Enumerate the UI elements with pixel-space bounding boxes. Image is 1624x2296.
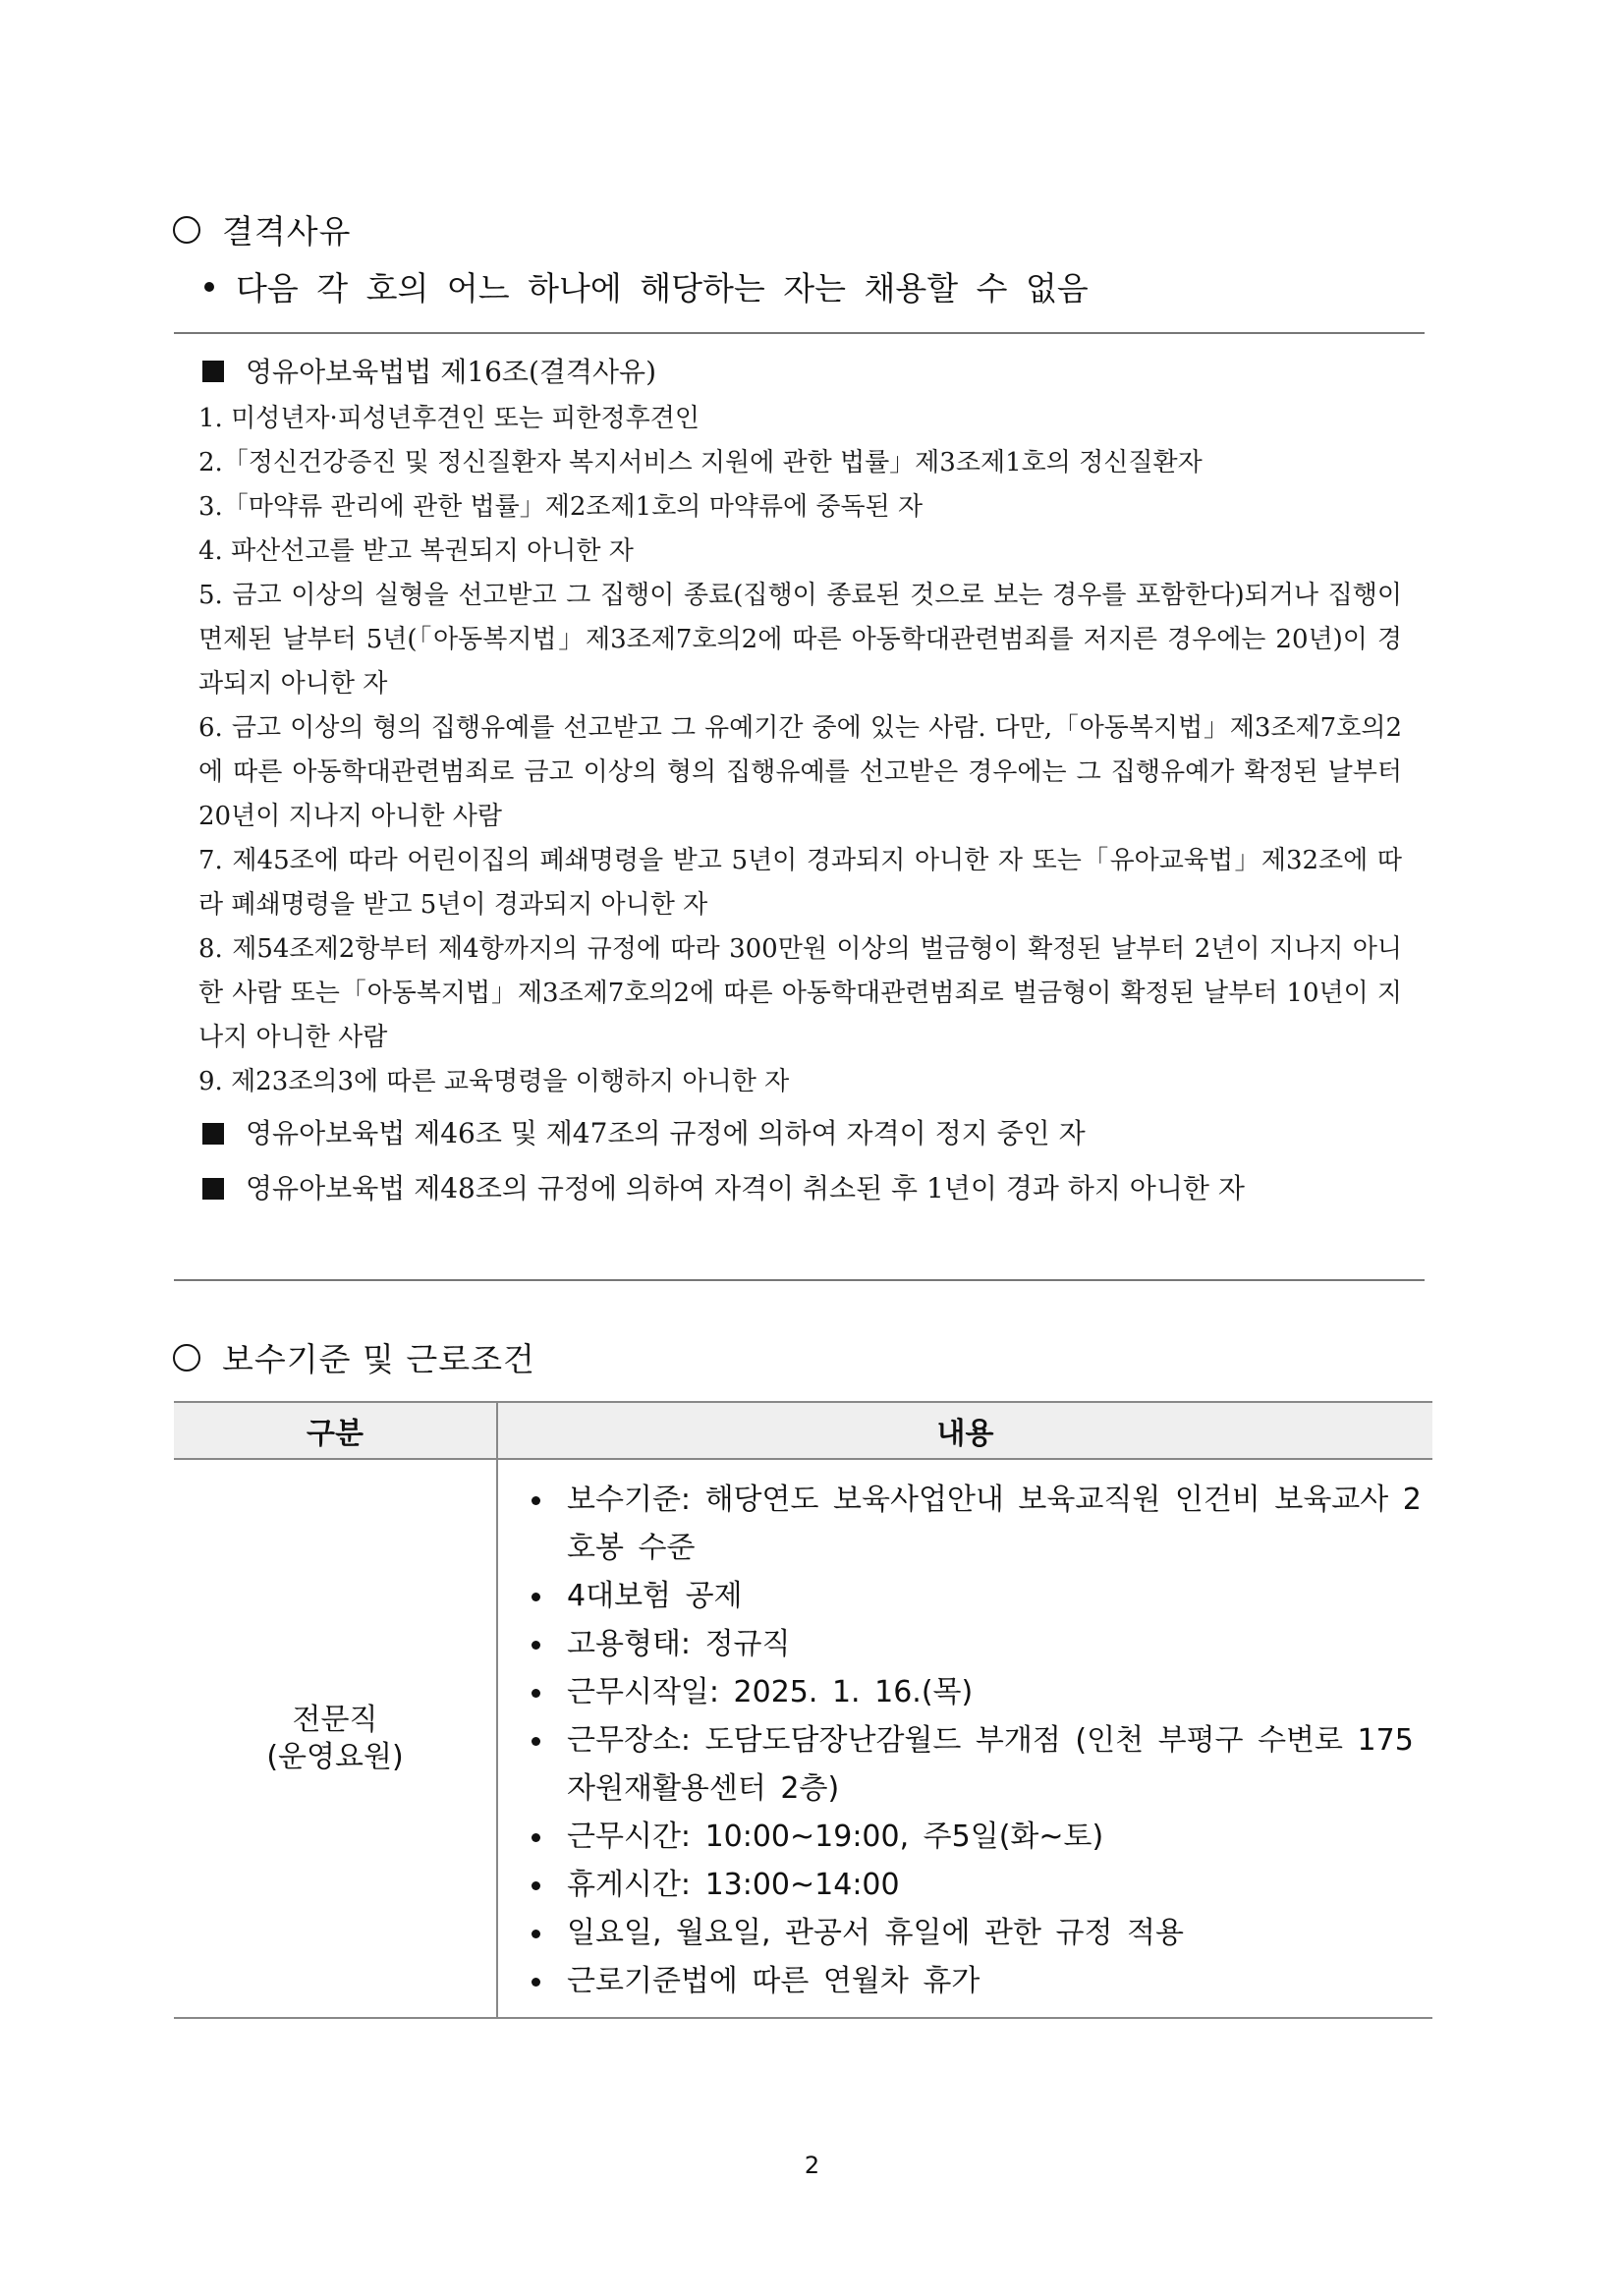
bullet-dot-icon: [524, 1716, 567, 1813]
square-bullet-icon: [202, 1123, 224, 1145]
list-item: 휴게시간: 13:00~14:00: [524, 1861, 1432, 1909]
bullet-dot-icon: [204, 282, 214, 292]
list-item: 근로기준법에 따른 연월차 휴가: [524, 1957, 1432, 2005]
bullet-dot-icon: [524, 1909, 567, 1957]
divider-bottom: [174, 1279, 1425, 1281]
law-item: 9. 제23조의3에 따른 교육명령을 이행하지 아니한 자: [198, 1067, 790, 1096]
category-name: 전문직: [292, 1702, 378, 1737]
category-cell: [174, 1459, 497, 2018]
bullet-dot-icon: [524, 1668, 567, 1716]
bullet-dot-icon: [524, 1620, 567, 1668]
extra-rule-text: 영유아보육법 제48조의 규정에 의하여 자격이 취소된 후 1년이 경과 하지 아니한 자: [246, 1172, 1245, 1204]
law-item: 2.「정신건강증진 및 정신질환자 복지서비스 지원에 관한 법률」제3조제1호의 정신질환자: [198, 448, 1203, 477]
law-item: 1. 미성년자·피성년후견인 또는 피한정후견인: [198, 404, 700, 433]
law-title-row: [198, 350, 1402, 394]
law-item: 6. 금고 이상의 형의 집행유예를 선고받고 그 유예기간 중에 있는 사람. 다만,「아동복지법」제3조제7호의2에 따른 아동학대관련범죄로 금고 이상의 형의 집행유예를 선고받은 경우에는 그 집행유예가 확정된 날부터 20년이 지나지 아니한 사람: [198, 713, 1402, 831]
circle-bullet-icon: [173, 216, 200, 244]
column-header-category: 구분: [174, 1402, 497, 1459]
law-title: 영유아보육법법 제16조(결격사유): [246, 356, 657, 388]
law-item: 4. 파산선고를 받고 복권되지 아니한 자: [198, 536, 634, 566]
section-heading-conditions: [173, 1334, 535, 1380]
law-item: 5. 금고 이상의 실형을 선고받고 그 집행이 종료(집행이 종료된 것으로 보는 경우를 포함한다)되거나 집행이 면제된 날부터 5년(「아동복지법」제3조제7호의2에 따른 아동학대관련범죄를 저지른 경우에는 20년)이 경과되지 아니한 자: [198, 581, 1402, 699]
square-bullet-icon: [202, 361, 224, 382]
bullet-dot-icon: [524, 1572, 567, 1620]
list-item: 일요일, 월요일, 관공서 휴일에 관한 규정 적용: [524, 1909, 1432, 1957]
extra-rule-row: [198, 1108, 1402, 1159]
content-cell: [497, 1459, 1432, 2018]
column-header-content: 내용: [497, 1402, 1432, 1459]
section-title: 결격사유: [222, 212, 352, 251]
list-item: 보수기준: 해당연도 보육사업안내 보육교직원 인건비 보육교사 2호봉 수준: [524, 1476, 1432, 1572]
extra-rule-row: [198, 1163, 1402, 1214]
bullet-dot-icon: [524, 1813, 567, 1861]
section-title: 보수기준 및 근로조건: [222, 1340, 535, 1378]
section-heading-disqualification: [173, 206, 352, 252]
conditions-table: [174, 1401, 1432, 2019]
bullet-dot-icon: [524, 1861, 567, 1909]
list-item: 4대보험 공제: [524, 1572, 1432, 1620]
list-item: 근무장소: 도담도담장난감월드 부개점 (인천 부평구 수변로 175 자원재활용센터 2층): [524, 1716, 1432, 1813]
list-item: 고용형태: 정규직: [524, 1620, 1432, 1668]
disqualification-summary: 다음 각 호의 어느 하나에 해당하는 자는 채용할 수 없음: [204, 263, 1089, 309]
bullet-dot-icon: [524, 1957, 567, 2005]
circle-bullet-icon: [173, 1344, 200, 1372]
law-item: 3.「마약류 관리에 관한 법률」제2조제1호의 마약류에 중독된 자: [198, 492, 924, 522]
category-subname: (운영요원): [266, 1739, 404, 1774]
table-row: [174, 1459, 1432, 2018]
law-item: 8. 제54조제2항부터 제4항까지의 규정에 따라 300만원 이상의 벌금형이 확정된 날부터 2년이 지나지 아니한 사람 또는「아동복지법」제3조제7호의2에 따른 아동학대관련범죄로 벌금형이 확정된 날부터 10년이 지나지 아니한 사람: [198, 934, 1402, 1052]
square-bullet-icon: [202, 1178, 224, 1200]
divider-top: [174, 332, 1425, 334]
list-item: 근무시간: 10:00~19:00, 주5일(화~토): [524, 1813, 1432, 1861]
condition-list: [524, 1476, 1432, 2005]
page-number: 2: [804, 2152, 820, 2179]
table-header-row: [174, 1402, 1432, 1459]
list-item: 근무시작일: 2025. 1. 16.(목): [524, 1668, 1432, 1716]
bullet-dot-icon: [524, 1476, 567, 1572]
extra-rule-text: 영유아보육법 제46조 및 제47조의 규정에 의하여 자격이 정지 중인 자: [246, 1117, 1086, 1149]
law-item: 7. 제45조에 따라 어린이집의 폐쇄명령을 받고 5년이 경과되지 아니한 자 또는「유아교육법」제32조에 따라 폐쇄명령을 받고 5년이 경과되지 아니한 자: [198, 846, 1402, 920]
law-excerpt-box: [198, 350, 1402, 1214]
